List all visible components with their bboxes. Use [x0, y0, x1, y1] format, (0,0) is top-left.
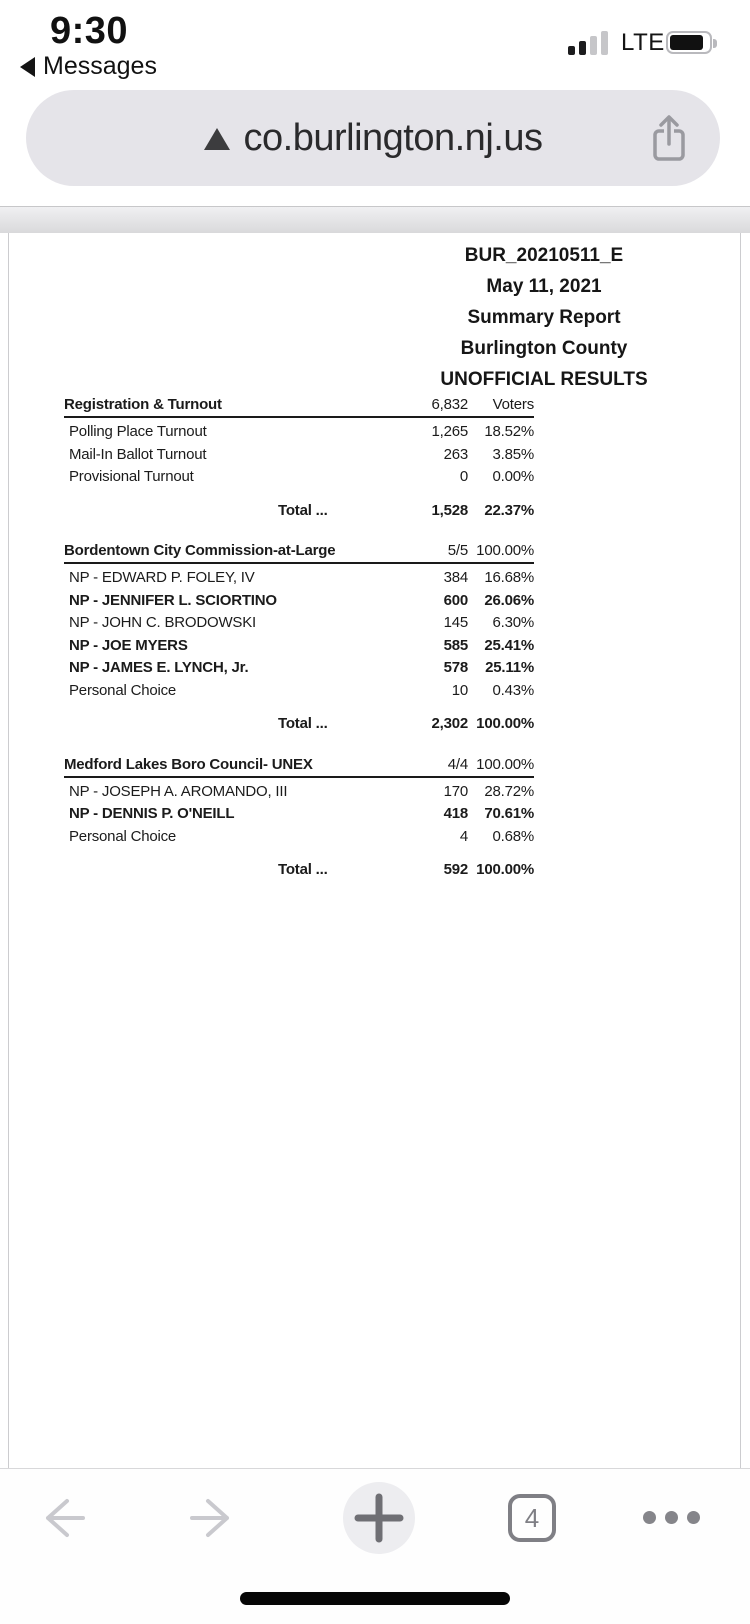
back-button[interactable] [41, 1496, 87, 1540]
contest-stat-votes: 6,832 [431, 396, 468, 413]
vote-count: 418 [443, 805, 468, 822]
doc-title-block [344, 240, 744, 395]
candidate-name: Personal Choice [69, 681, 177, 699]
contest-title: Medford Lakes Boro Council- UNEX [64, 755, 313, 773]
total-votes: 2,302 [431, 715, 468, 732]
vote-percent: 25.41% [484, 636, 534, 654]
vote-percent: 70.61% [484, 805, 534, 822]
result-row [64, 444, 534, 467]
contest-stat-pct: 100.00% [476, 755, 534, 773]
forward-button[interactable] [188, 1496, 234, 1540]
contest-title: Bordentown City Commission-at-Large [64, 542, 336, 559]
result-row [64, 590, 534, 613]
result-row [64, 567, 534, 590]
document-page [8, 233, 741, 1468]
vote-percent: 26.06% [484, 591, 534, 609]
results-table [64, 396, 534, 882]
total-row [64, 500, 534, 523]
doc-title-line: UNOFFICIAL RESULTS [440, 369, 648, 390]
vote-percent: 28.72% [484, 782, 534, 800]
result-row [64, 826, 534, 849]
not-secure-warning-icon[interactable] [204, 128, 230, 150]
candidate-name: NP - JOHN C. BRODOWSKI [69, 614, 257, 631]
plus-icon [354, 1493, 404, 1543]
ellipsis-icon [643, 1511, 656, 1524]
total-votes: 592 [443, 861, 468, 878]
network-type-label: LTE [621, 29, 665, 56]
back-triangle-icon [20, 57, 35, 77]
contest-section [64, 756, 534, 882]
url-bar[interactable] [26, 90, 720, 186]
result-row [64, 680, 534, 703]
contest-header [64, 542, 534, 564]
vote-percent: 3.85% [492, 445, 534, 463]
total-percent: 100.00% [476, 861, 534, 878]
vote-percent: 6.30% [492, 614, 534, 631]
result-row [64, 781, 534, 804]
total-percent: 100.00% [476, 715, 534, 732]
contest-rows [64, 567, 534, 702]
contest-stat-pct: Voters [492, 396, 534, 413]
total-votes: 1,528 [431, 501, 468, 519]
battery-icon [666, 31, 712, 54]
vote-count: 585 [443, 636, 468, 654]
candidate-name: Personal Choice [69, 827, 177, 845]
contest-rows [64, 781, 534, 849]
contest-stat-pct: 100.00% [476, 542, 534, 559]
total-percent: 22.37% [484, 501, 534, 519]
result-row [64, 635, 534, 658]
candidate-name: NP - JENNIFER L. SCIORTINO [69, 591, 277, 609]
doc-title-line: BUR_20210511_E [464, 245, 624, 266]
doc-title-line: Burlington County [460, 338, 628, 359]
vote-count: 384 [443, 569, 468, 586]
vote-count: 10 [451, 681, 468, 699]
vote-percent: 25.11% [485, 659, 534, 676]
vote-percent: 0.43% [492, 681, 534, 699]
contest-header [64, 756, 534, 778]
candidate-name: NP - DENNIS P. O'NEILL [69, 805, 235, 822]
result-row [64, 466, 534, 489]
contest-stat-votes: 4/4 [447, 755, 468, 773]
doc-title-line: May 11, 2021 [486, 276, 602, 297]
candidate-name: NP - JOE MYERS [69, 636, 188, 654]
result-row [64, 657, 534, 680]
more-options-button[interactable] [643, 1511, 700, 1524]
home-indicator[interactable] [240, 1592, 510, 1605]
result-row [64, 803, 534, 826]
vote-count: 145 [443, 614, 468, 631]
vote-count: 170 [443, 782, 468, 800]
contest-rows [64, 421, 534, 489]
result-row [64, 612, 534, 635]
vote-count: 263 [443, 445, 468, 463]
tabs-button[interactable] [508, 1494, 556, 1542]
vote-percent: 16.68% [484, 569, 534, 586]
candidate-name: Provisional Turnout [69, 468, 194, 485]
candidate-name: NP - EDWARD P. FOLEY, IV [69, 569, 255, 586]
total-row [64, 713, 534, 736]
contest-stat-votes: 5/5 [447, 542, 468, 559]
contest-header [64, 396, 534, 418]
candidate-name: NP - JOSEPH A. AROMANDO, III [69, 782, 288, 800]
total-label: Total ... [278, 861, 328, 878]
vote-percent: 0.68% [492, 827, 534, 845]
new-tab-button[interactable] [343, 1482, 415, 1554]
candidate-name: NP - JAMES E. LYNCH, Jr. [69, 659, 249, 676]
vote-count: 1,265 [431, 423, 468, 440]
url-domain: co.burlington.nj.us [243, 116, 543, 159]
back-to-messages-button[interactable] [20, 52, 157, 81]
contest-section [64, 542, 534, 736]
result-row [64, 421, 534, 444]
vote-count: 578 [443, 659, 468, 676]
back-to-app-label: Messages [43, 52, 157, 80]
cellular-signal-icon [568, 29, 612, 55]
tab-count-label: 4 [524, 1502, 540, 1533]
contest-title: Registration & Turnout [64, 396, 222, 413]
candidate-name: Polling Place Turnout [69, 423, 207, 440]
total-label: Total ... [278, 715, 328, 732]
share-icon[interactable] [648, 114, 690, 164]
contest-section [64, 396, 534, 522]
pdf-viewer-margin [0, 206, 750, 233]
vote-percent: 0.00% [492, 468, 534, 485]
vote-percent: 18.52% [484, 423, 534, 440]
total-label: Total ... [278, 501, 328, 519]
doc-title-line: Summary Report [467, 307, 621, 328]
total-row [64, 859, 534, 882]
vote-count: 600 [443, 591, 468, 609]
vote-count: 4 [459, 827, 468, 845]
candidate-name: Mail-In Ballot Turnout [69, 445, 207, 463]
vote-count: 0 [459, 468, 468, 485]
status-time: 9:30 [50, 10, 129, 52]
